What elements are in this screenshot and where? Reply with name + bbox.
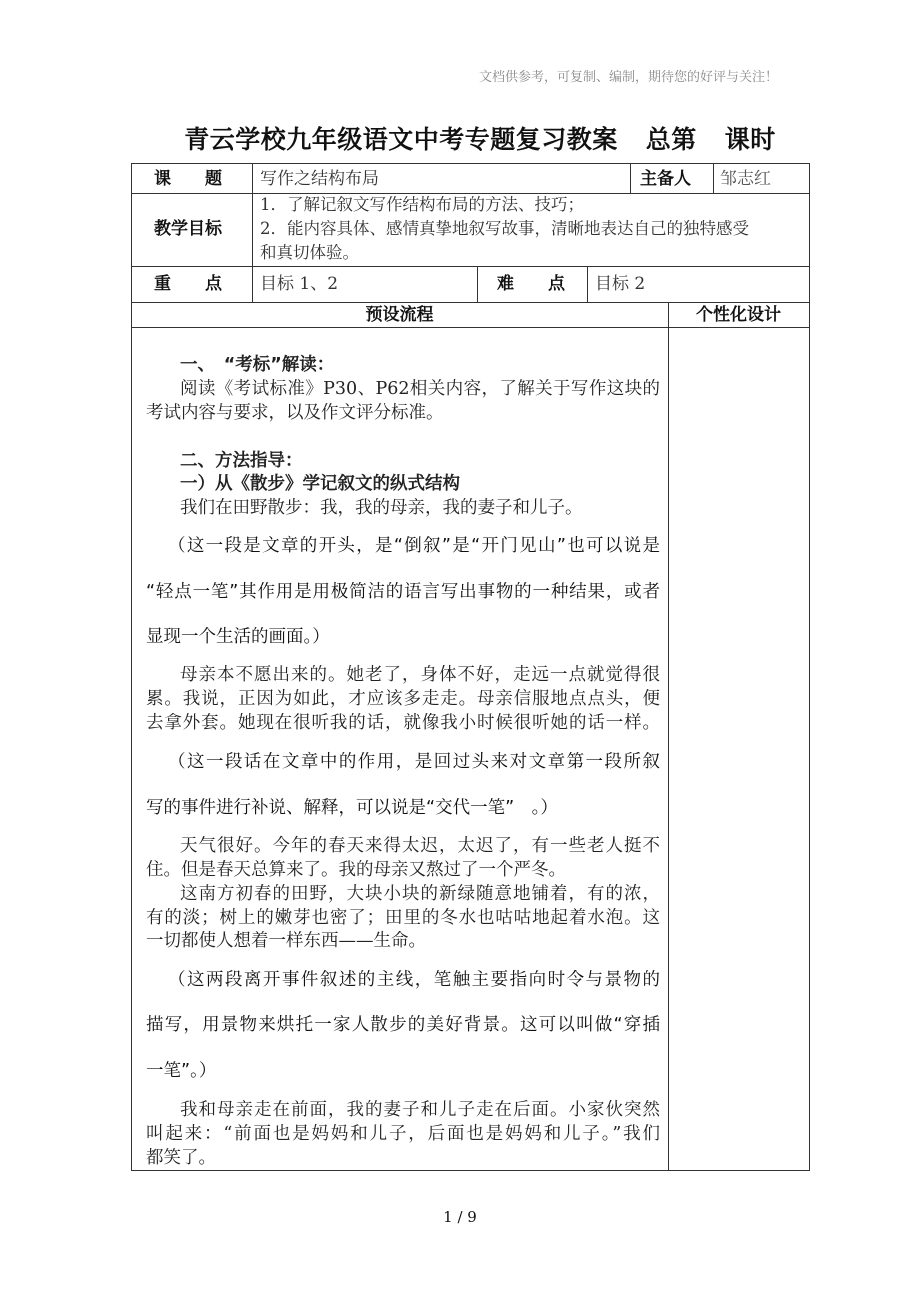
table-border [252,163,253,302]
preparer-value: 邹志红 [720,169,771,189]
preparer-label: 主备人 [640,169,691,189]
table-border [131,327,810,328]
key-label: 重 点 [154,274,222,294]
text-line: 我们在田野散步：我，我的母亲，我的妻子和儿子。 [180,498,583,518]
table-border [131,266,810,267]
design-header: 个性化设计 [696,305,781,325]
title-main: 青云学校九年级语文中考专题复习教案 [184,125,618,154]
text-line: 这南方初春的田野，大块小块的新绿随意地铺着，有的浓， [180,884,660,904]
table-border [630,163,631,193]
annotation-line: （这一段话在文章中的作用，是回过头来对文章第一段所叙 [168,752,660,772]
text-line: 一切都使人想着一样东西——生命。 [146,931,426,951]
table-border [668,302,669,1170]
annotation-line: 一笔”。） [146,1061,217,1081]
table-border [477,266,478,302]
key-value: 目标 1、2 [260,274,339,294]
process-header: 预设流程 [365,305,434,325]
annotation-line: （这两段离开事件叙述的主线，笔触主要指向时令与景物的 [168,970,660,990]
text-line: 有的淡；树上的嫩芽也密了；田里的冬水也咕咕地起着水泡。这 [146,908,660,928]
annotation-line: 显现一个生活的画面。） [146,627,330,647]
section-heading: 一、 “考标”解读： [180,355,335,375]
difficulty-value: 目标 2 [595,274,646,294]
goal-2: 2．能内容具体、感情真挚地叙写故事，清晰地表达自己的独特感受 [260,219,749,238]
topic-label: 课 题 [154,169,222,189]
table-border [131,302,810,303]
title-total: 总第 [645,125,697,154]
table-border [587,266,588,302]
text-line: 天气很好。今年的春天来得太迟，太迟了，有一些老人挺不 [180,836,660,856]
text-line: 阅读《考试标准》P30、P62相关内容，了解关于写作这块的 [180,379,660,399]
title-lesson: 课时 [724,125,776,154]
page-title [0,120,920,156]
text-line: 去拿外套。她现在很听我的话，就像我小时候很听她的话一样。 [146,713,660,733]
annotation-line: （这一段是文章的开头，是“倒叙”是“开门见山”也可以说是 [168,536,660,556]
annotation-line: 描写，用景物来烘托一家人散步的美好背景。这可以叫做“穿插 [146,1015,660,1035]
table-border [131,163,810,164]
text-line: 住。但是春天总算来了。我的母亲又熬过了一个严冬。 [146,860,566,880]
text-line: 母亲本不愿出来的。她老了，身体不好，走远一点就觉得很 [180,665,660,685]
text-line: 叫起来：“前面也是妈妈和儿子，后面也是妈妈和儿子。”我们 [146,1124,660,1144]
table-border [809,163,810,1171]
text-line: 累。我说，正因为如此，才应该多走走。母亲信服地点点头，便 [146,689,660,709]
subsection-heading: 一）从《散步》学记叙文的纵式结构 [180,474,460,494]
annotation-line: “轻点一笔”其作用是用极简洁的语言写出事物的一种结果，或者 [146,582,660,602]
page-number: 1 / 9 [443,1208,477,1226]
watermark: 文档供参考，可复制、编制，期待您的好评与关注！ [478,70,778,85]
difficulty-label: 难 点 [497,274,565,294]
goal-2-cont: 和真切体验。 [260,243,359,262]
topic-value: 写作之结构布局 [260,169,379,189]
text-line: 都笑了。 [146,1148,216,1168]
goals-label: 教学目标 [154,219,222,239]
table-border [131,1170,810,1171]
table-border [713,163,714,193]
goal-1: 1．了解记叙文写作结构布局的方法、技巧； [260,195,584,214]
text-line: 我和母亲走在前面，我的妻子和儿子走在后面。小家伙突然 [180,1100,660,1120]
annotation-line: 写的事件进行补说、解释，可以说是“交代一笔” 。） [146,798,558,818]
section-heading: 二、方法指导： [180,451,303,471]
text-line: 考试内容与要求，以及作文评分标准。 [146,403,444,423]
